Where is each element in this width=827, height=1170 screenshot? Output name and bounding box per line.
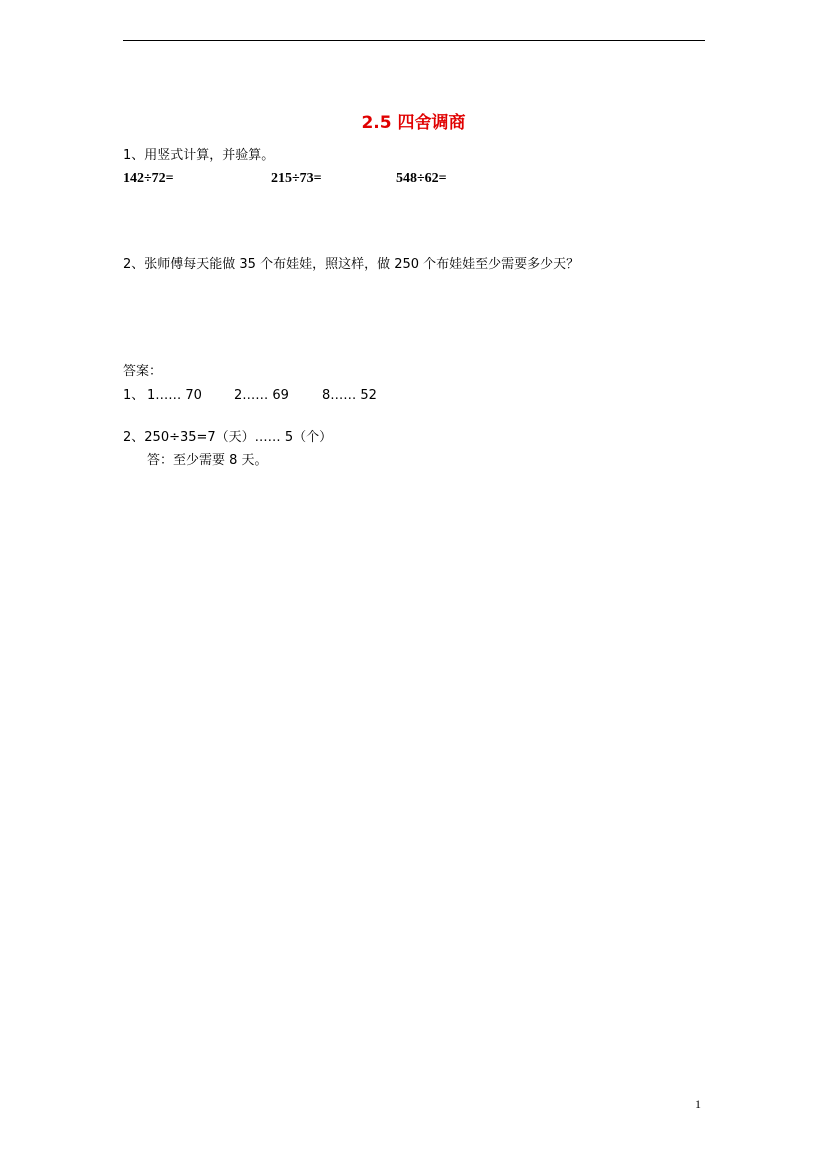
question-2-prompt: 2、张师傅每天能做 35 个布娃娃，照这样，做 250 个布娃娃至少需要多少天？	[123, 257, 580, 272]
answers-heading: 答案：	[123, 364, 163, 379]
header-rule	[123, 40, 705, 41]
page-title: 2.5 四舍调商	[361, 113, 466, 133]
answer-1-item-1: 1…… 70	[147, 388, 202, 403]
division-problem-2: 215÷73=	[271, 171, 322, 186]
answer-2-calculation: 2、250÷35=7（天）…… 5（个）	[123, 430, 333, 445]
answer-1-item-3: 8…… 52	[322, 388, 377, 403]
question-1-prompt: 1、用竖式计算，并验算。	[123, 148, 275, 163]
answer-1-item-2: 2…… 69	[234, 388, 289, 403]
answer-2-conclusion: 答：至少需要 8 天。	[147, 453, 268, 468]
division-problem-1: 142÷72=	[123, 171, 174, 186]
page-number: 1	[695, 1097, 701, 1111]
division-problem-3: 548÷62=	[396, 171, 447, 186]
answer-1-prefix: 1、	[123, 388, 145, 403]
